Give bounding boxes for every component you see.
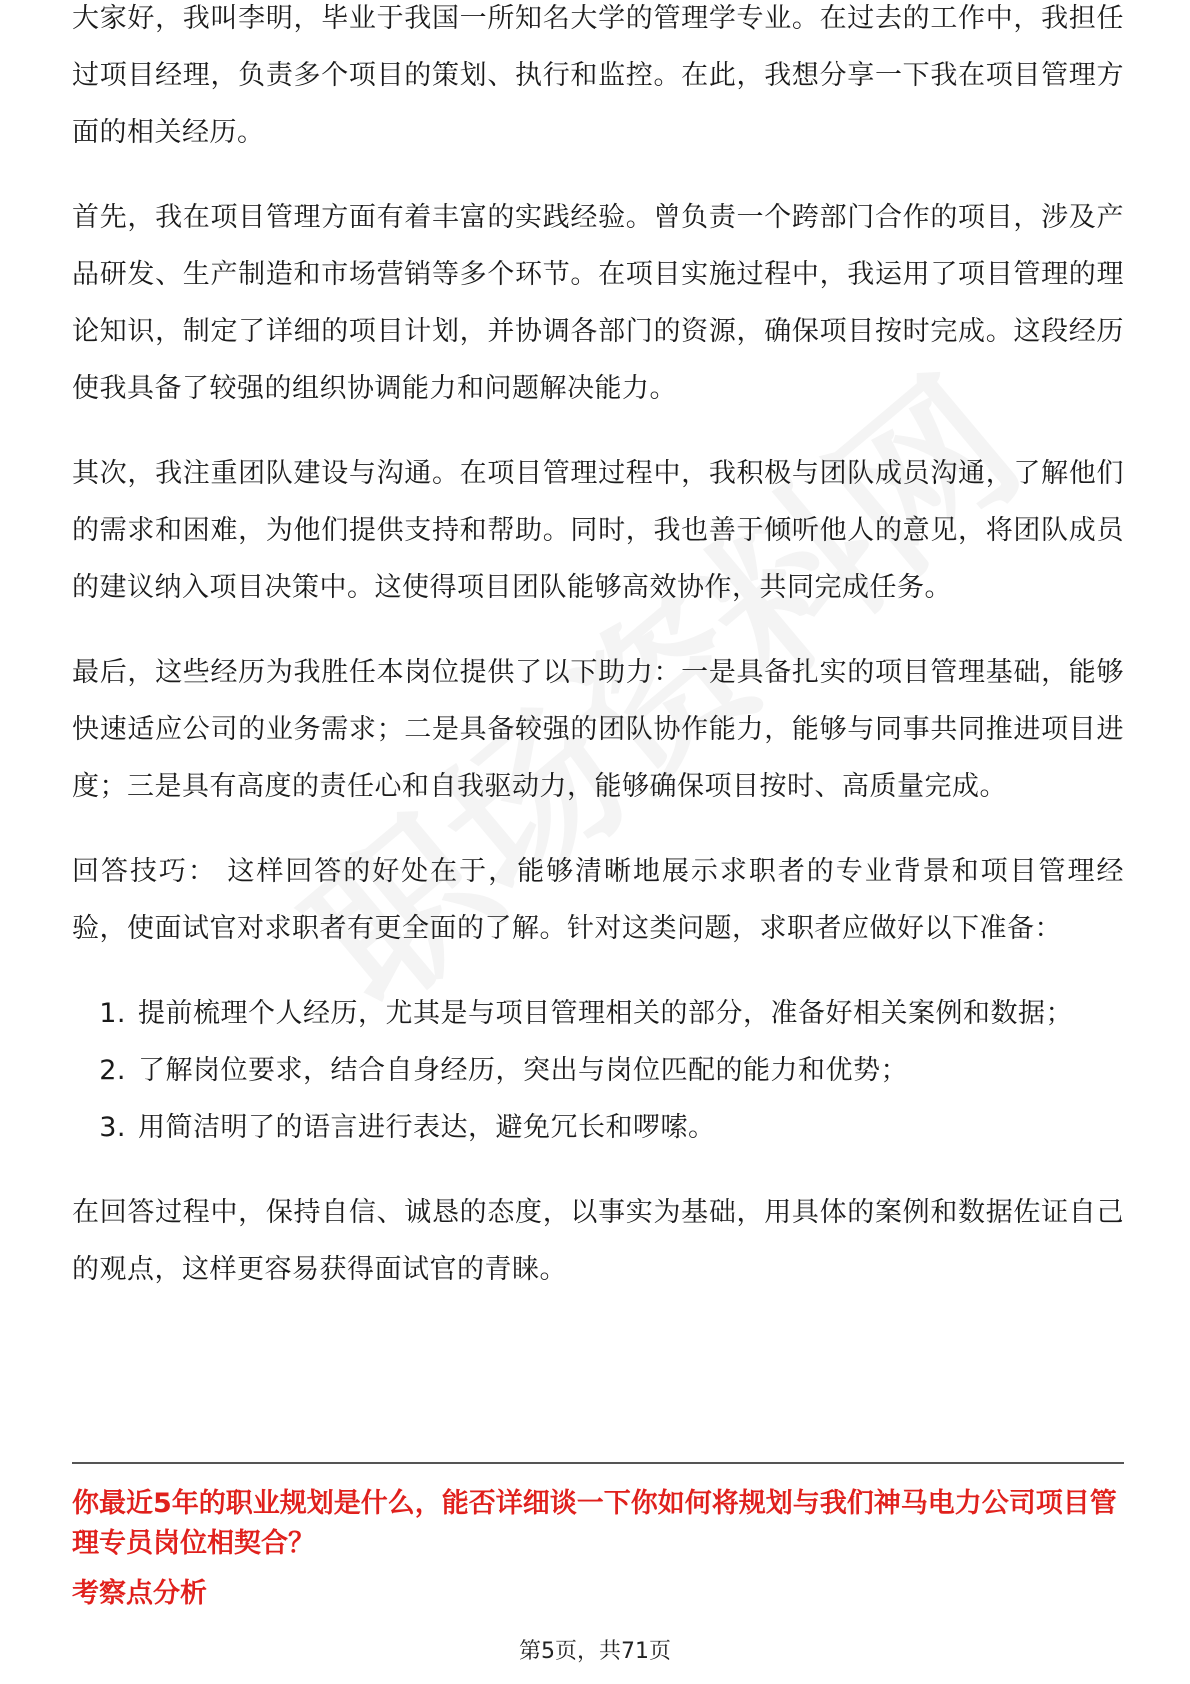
tips-intro-paragraph: 回答技巧： 这样回答的好处在于，能够清晰地展示求职者的专业背景和项目管理经验，使面试官对求职者有更全面的了解。针对这类问题，求职者应做好以下准备：: [72, 856, 1124, 944]
list-item-text: 用简洁明了的语言进行表达，避免冗长和啰嗦。: [138, 1112, 716, 1143]
section-heading: 考察点分析: [72, 1578, 207, 1609]
list-item-text: 了解岗位要求，结合自身经历，突出与岗位匹配的能力和优势；: [138, 1055, 908, 1086]
list-item-text: 提前梳理个人经历，尤其是与项目管理相关的部分，准备好相关案例和数据；: [138, 998, 1073, 1029]
interview-question: 你最近5年的职业规划是什么，能否详细谈一下你如何将规划与我们神马电力公司项目管理专员岗位相契合？: [72, 1488, 1117, 1559]
page-number: 第5页，共71页: [519, 1639, 671, 1664]
tips-list: [72, 985, 1124, 1156]
closing-paragraph: 在回答过程中，保持自信、诚恳的态度，以事实为基础，用具体的案例和数据佐证自己的观点，这样更容易获得面试官的青睐。: [72, 1197, 1124, 1285]
list-item-number: 2.: [99, 1055, 126, 1086]
section-divider: [72, 1462, 1124, 1464]
conclusion-paragraph: 最后，这些经历为我胜任本岗位提供了以下助力：一是具备扎实的项目管理基础，能够快速适应公司的业务需求；二是具备较强的团队协作能力，能够与同事共同推进项目进度；三是具有高度的责任心和自我驱动力，能够确保项目按时、高质量完成。: [72, 657, 1124, 802]
list-item: [72, 985, 1124, 1042]
list-item: [72, 1099, 1124, 1156]
list-item-number: 1.: [99, 998, 126, 1029]
experience-paragraph: 首先，我在项目管理方面有着丰富的实践经验。曾负责一个跨部门合作的项目，涉及产品研发、生产制造和市场营销等多个环节。在项目实施过程中，我运用了项目管理的理论知识，制定了详细的项目计划，并协调各部门的资源，确保项目按时完成。这段经历使我具备了较强的组织协调能力和问题解决能力。: [72, 202, 1124, 404]
list-item: [72, 1042, 1124, 1099]
answer-body: [72, 3, 1124, 1326]
teamwork-paragraph: 其次，我注重团队建设与沟通。在项目管理过程中，我积极与团队成员沟通，了解他们的需求和困难，为他们提供支持和帮助。同时，我也善于倾听他人的意见，将团队成员的建议纳入项目决策中。这使得项目团队能够高效协作，共同完成任务。: [72, 458, 1124, 603]
list-item-number: 3.: [99, 1112, 126, 1143]
intro-paragraph: 大家好，我叫李明，毕业于我国一所知名大学的管理学专业。在过去的工作中，我担任过项目经理，负责多个项目的策划、执行和监控。在此，我想分享一下我在项目管理方面的相关经历。: [72, 3, 1124, 148]
